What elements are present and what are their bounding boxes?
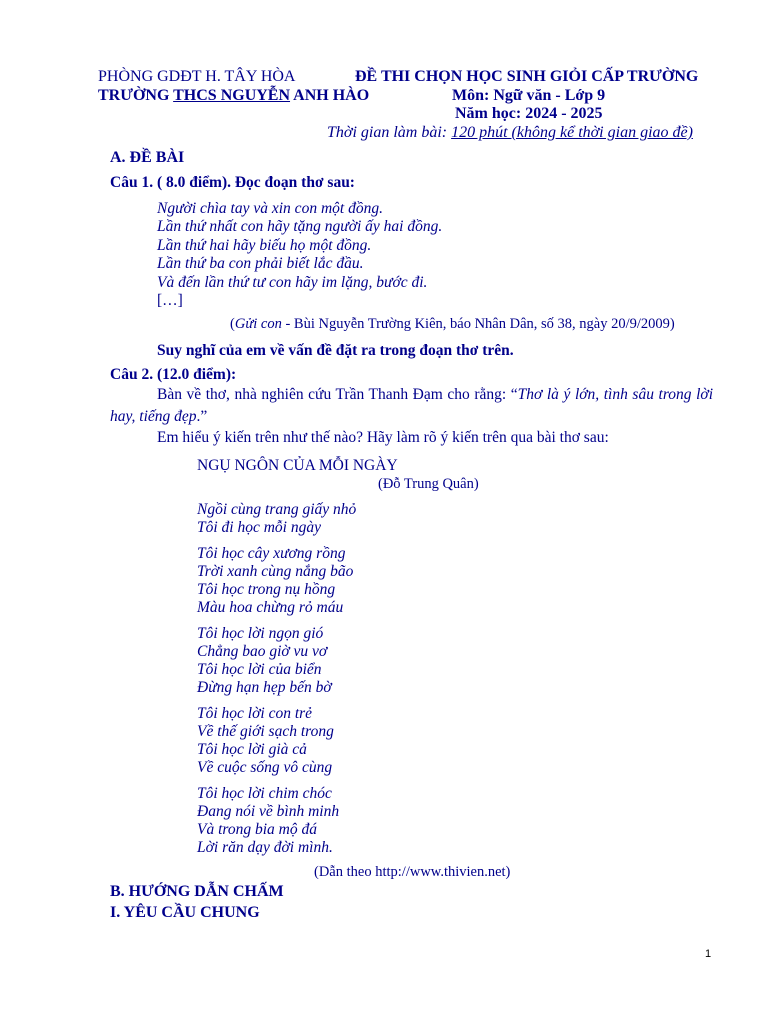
poem-source: (Dẫn theo http://www.thivien.net): [314, 864, 511, 880]
poem-line: Lần thứ nhất con hãy tặng người ấy hai đồng.: [157, 218, 443, 236]
section-b-title: B. HƯỚNG DẪN CHẤM: [110, 883, 284, 900]
question-2-heading: Câu 2. (12.0 điểm):: [110, 366, 237, 383]
poem-line: Tôi học lời con trẻ: [197, 705, 313, 722]
poem-line: Tôi học trong nụ hồng: [197, 581, 336, 598]
poem-line: Tôi học lời ngọn gió: [197, 625, 324, 642]
poem-line: Lần thứ hai hãy biếu họ một đồng.: [157, 236, 372, 254]
poem-line: Lời răn dạy đời mình.: [197, 839, 333, 856]
poem-line: Ngồi cùng trang giấy nhỏ: [197, 501, 357, 518]
question-1-source: (Gửi con - Bùi Nguyễn Trường Kiên, báo Nhân Dân, số 38, ngày 20/9/2009): [230, 316, 675, 332]
poem-line: Người chìa tay và xin con một đồng.: [157, 200, 383, 217]
poem-line: Màu hoa chừng rỏ máu: [197, 599, 344, 616]
question-1-task: Suy nghĩ của em về vấn đề đặt ra trong đoạn thơ trên.: [157, 342, 514, 359]
department-name: PHÒNG GDĐT H. TÂY HÒA: [98, 68, 296, 85]
school-year: Năm học: 2024 - 2025: [455, 105, 603, 122]
poem-line: […]: [157, 292, 183, 310]
poem-line: Về thế giới sạch trong: [197, 723, 334, 740]
time-line: Thời gian làm bài: 120 phút (không kể thời gian giao đề): [327, 124, 693, 141]
poem-line: Tôi học lời già cả: [197, 741, 307, 758]
question-1-heading: Câu 1. ( 8.0 điểm). Đọc đoạn thơ sau:: [110, 174, 355, 191]
question-1-poem: [157, 200, 442, 310]
poem-line: Và trong bia mộ đá: [197, 821, 317, 838]
poem-stanza: [197, 501, 356, 537]
poem-stanza: [197, 785, 356, 857]
question-2-poem: [197, 501, 356, 865]
section-b-subtitle: I. YÊU CẦU CHUNG: [110, 904, 260, 921]
poem-line: Đừng hạn hẹp bến bờ: [197, 679, 332, 696]
poem-line: Chẳng bao giờ vu vơ: [197, 643, 328, 660]
subject-line: Môn: Ngữ văn - Lớp 9: [452, 87, 606, 104]
question-2-paragraph-2: Em hiểu ý kiến trên như thế nào? Hãy làm rõ ý kiến trên qua bài thơ sau:: [157, 429, 609, 446]
poem-line: Đang nói về bình minh: [197, 803, 340, 820]
poem-line: Tôi học cây xương rồng: [197, 545, 346, 562]
poem-title: NGỤ NGÔN CỦA MỖI NGÀY: [197, 457, 398, 474]
poem-stanza: [197, 625, 356, 697]
question-2-paragraph-1: Bàn về thơ, nhà nghiên cứu Trần Thanh Đạm cho rằng: “Thơ là ý lớn, tình sâu trong lời hay, tiếng đẹp.”: [110, 386, 714, 425]
section-a-title: A. ĐỀ BÀI: [110, 149, 185, 166]
poem-line: Tôi học lời của biển: [197, 661, 322, 678]
poem-line: Tôi đi học mỗi ngày: [197, 519, 321, 536]
poem-author: (Đỗ Trung Quân): [378, 476, 479, 492]
poem-line: Trời xanh cùng nắng bão: [197, 563, 354, 580]
page-number: 1: [705, 948, 712, 960]
poem-line: Lần thứ ba con phải biết lắc đầu.: [157, 255, 364, 273]
exam-title: ĐỀ THI CHỌN HỌC SINH GIỎI CẤP TRƯỜNG: [355, 68, 699, 85]
poem-stanza: [197, 705, 356, 777]
poem-line: Tôi học lời chim chóc: [197, 785, 332, 802]
poem-line: Về cuộc sống vô cùng: [197, 759, 333, 776]
poem-stanza: [197, 545, 356, 617]
poem-line: Và đến lần thứ tư con hãy im lặng, bước đi.: [157, 273, 428, 291]
school-name: TRƯỜNG THCS NGUYỄN ANH HÀO: [98, 87, 370, 104]
